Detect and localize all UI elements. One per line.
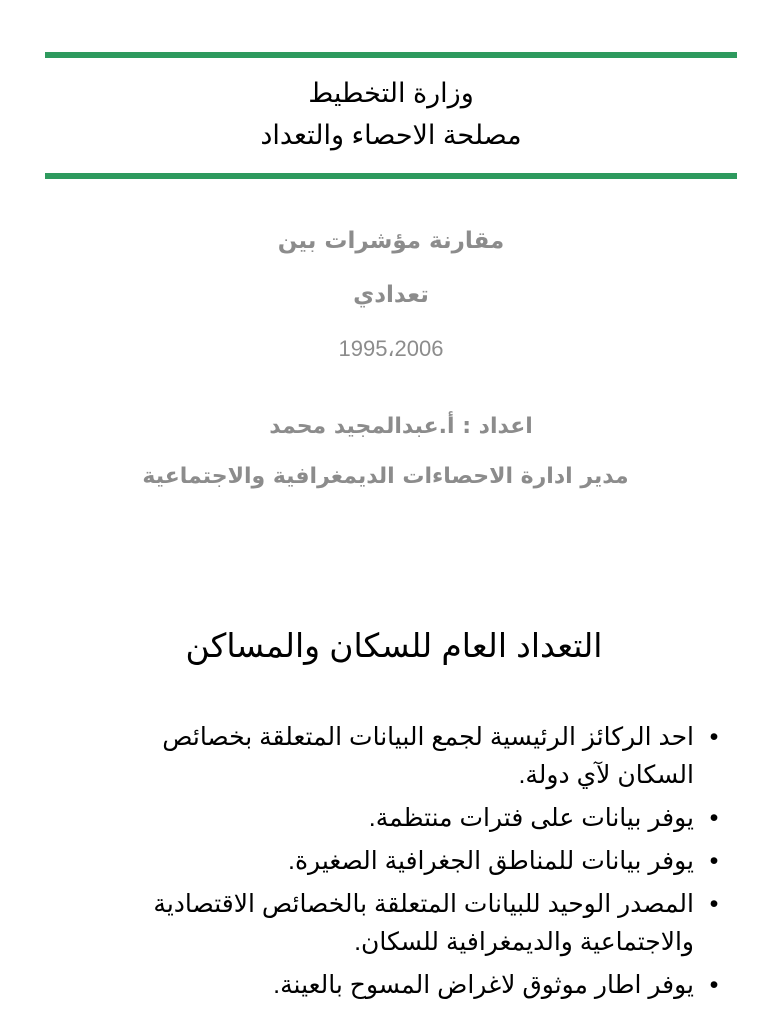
bullet-icon: • xyxy=(709,971,719,999)
preparer-block xyxy=(20,402,748,502)
bullet-list xyxy=(104,718,724,1009)
list-item xyxy=(104,799,724,837)
author-name: اعداد : أ.عبدالمجيد محمد xyxy=(269,414,533,439)
top-divider xyxy=(45,52,737,58)
list-item-text: يوفر بيانات على فترات منتظمة. xyxy=(368,804,694,832)
agency-name: مصلحة الاحصاء والتعداد xyxy=(260,120,522,150)
bottom-divider xyxy=(45,173,737,179)
list-item xyxy=(104,842,724,880)
ministry-name: وزارة التخطيط xyxy=(308,78,474,108)
section-title: التعداد العام للسكان والمساكن xyxy=(185,627,603,664)
report-title-line-2: تعدادي xyxy=(353,282,429,308)
bullet-icon: • xyxy=(709,723,719,751)
report-years: 1995،2006 xyxy=(338,336,444,361)
bullet-icon: • xyxy=(709,847,719,875)
report-title-line-1: مقارنة مؤشرات بين xyxy=(277,228,505,254)
list-item xyxy=(104,885,724,961)
bullet-icon: • xyxy=(709,890,719,918)
list-item xyxy=(104,718,724,794)
list-item-text: احد الركائز الرئيسية لجمع البيانات المتعلقة بخصائص السكان لآي دولة. xyxy=(162,723,694,789)
list-item xyxy=(104,966,724,1004)
author-position: مدير ادارة الاحصاءات الديمغرافية والاجتماعية xyxy=(142,464,629,489)
organization-header xyxy=(45,72,737,156)
list-item-text: المصدر الوحيد للبيانات المتعلقة بالخصائص الاقتصادية والاجتماعية والديمغرافية للسكان. xyxy=(153,890,694,956)
report-title-block xyxy=(45,214,737,376)
bullet-icon: • xyxy=(709,804,719,832)
list-item-text: يوفر اطار موثوق لاغراض المسوح بالعينة. xyxy=(273,971,694,999)
list-item-text: يوفر بيانات للمناطق الجغرافية الصغيرة. xyxy=(288,847,694,875)
